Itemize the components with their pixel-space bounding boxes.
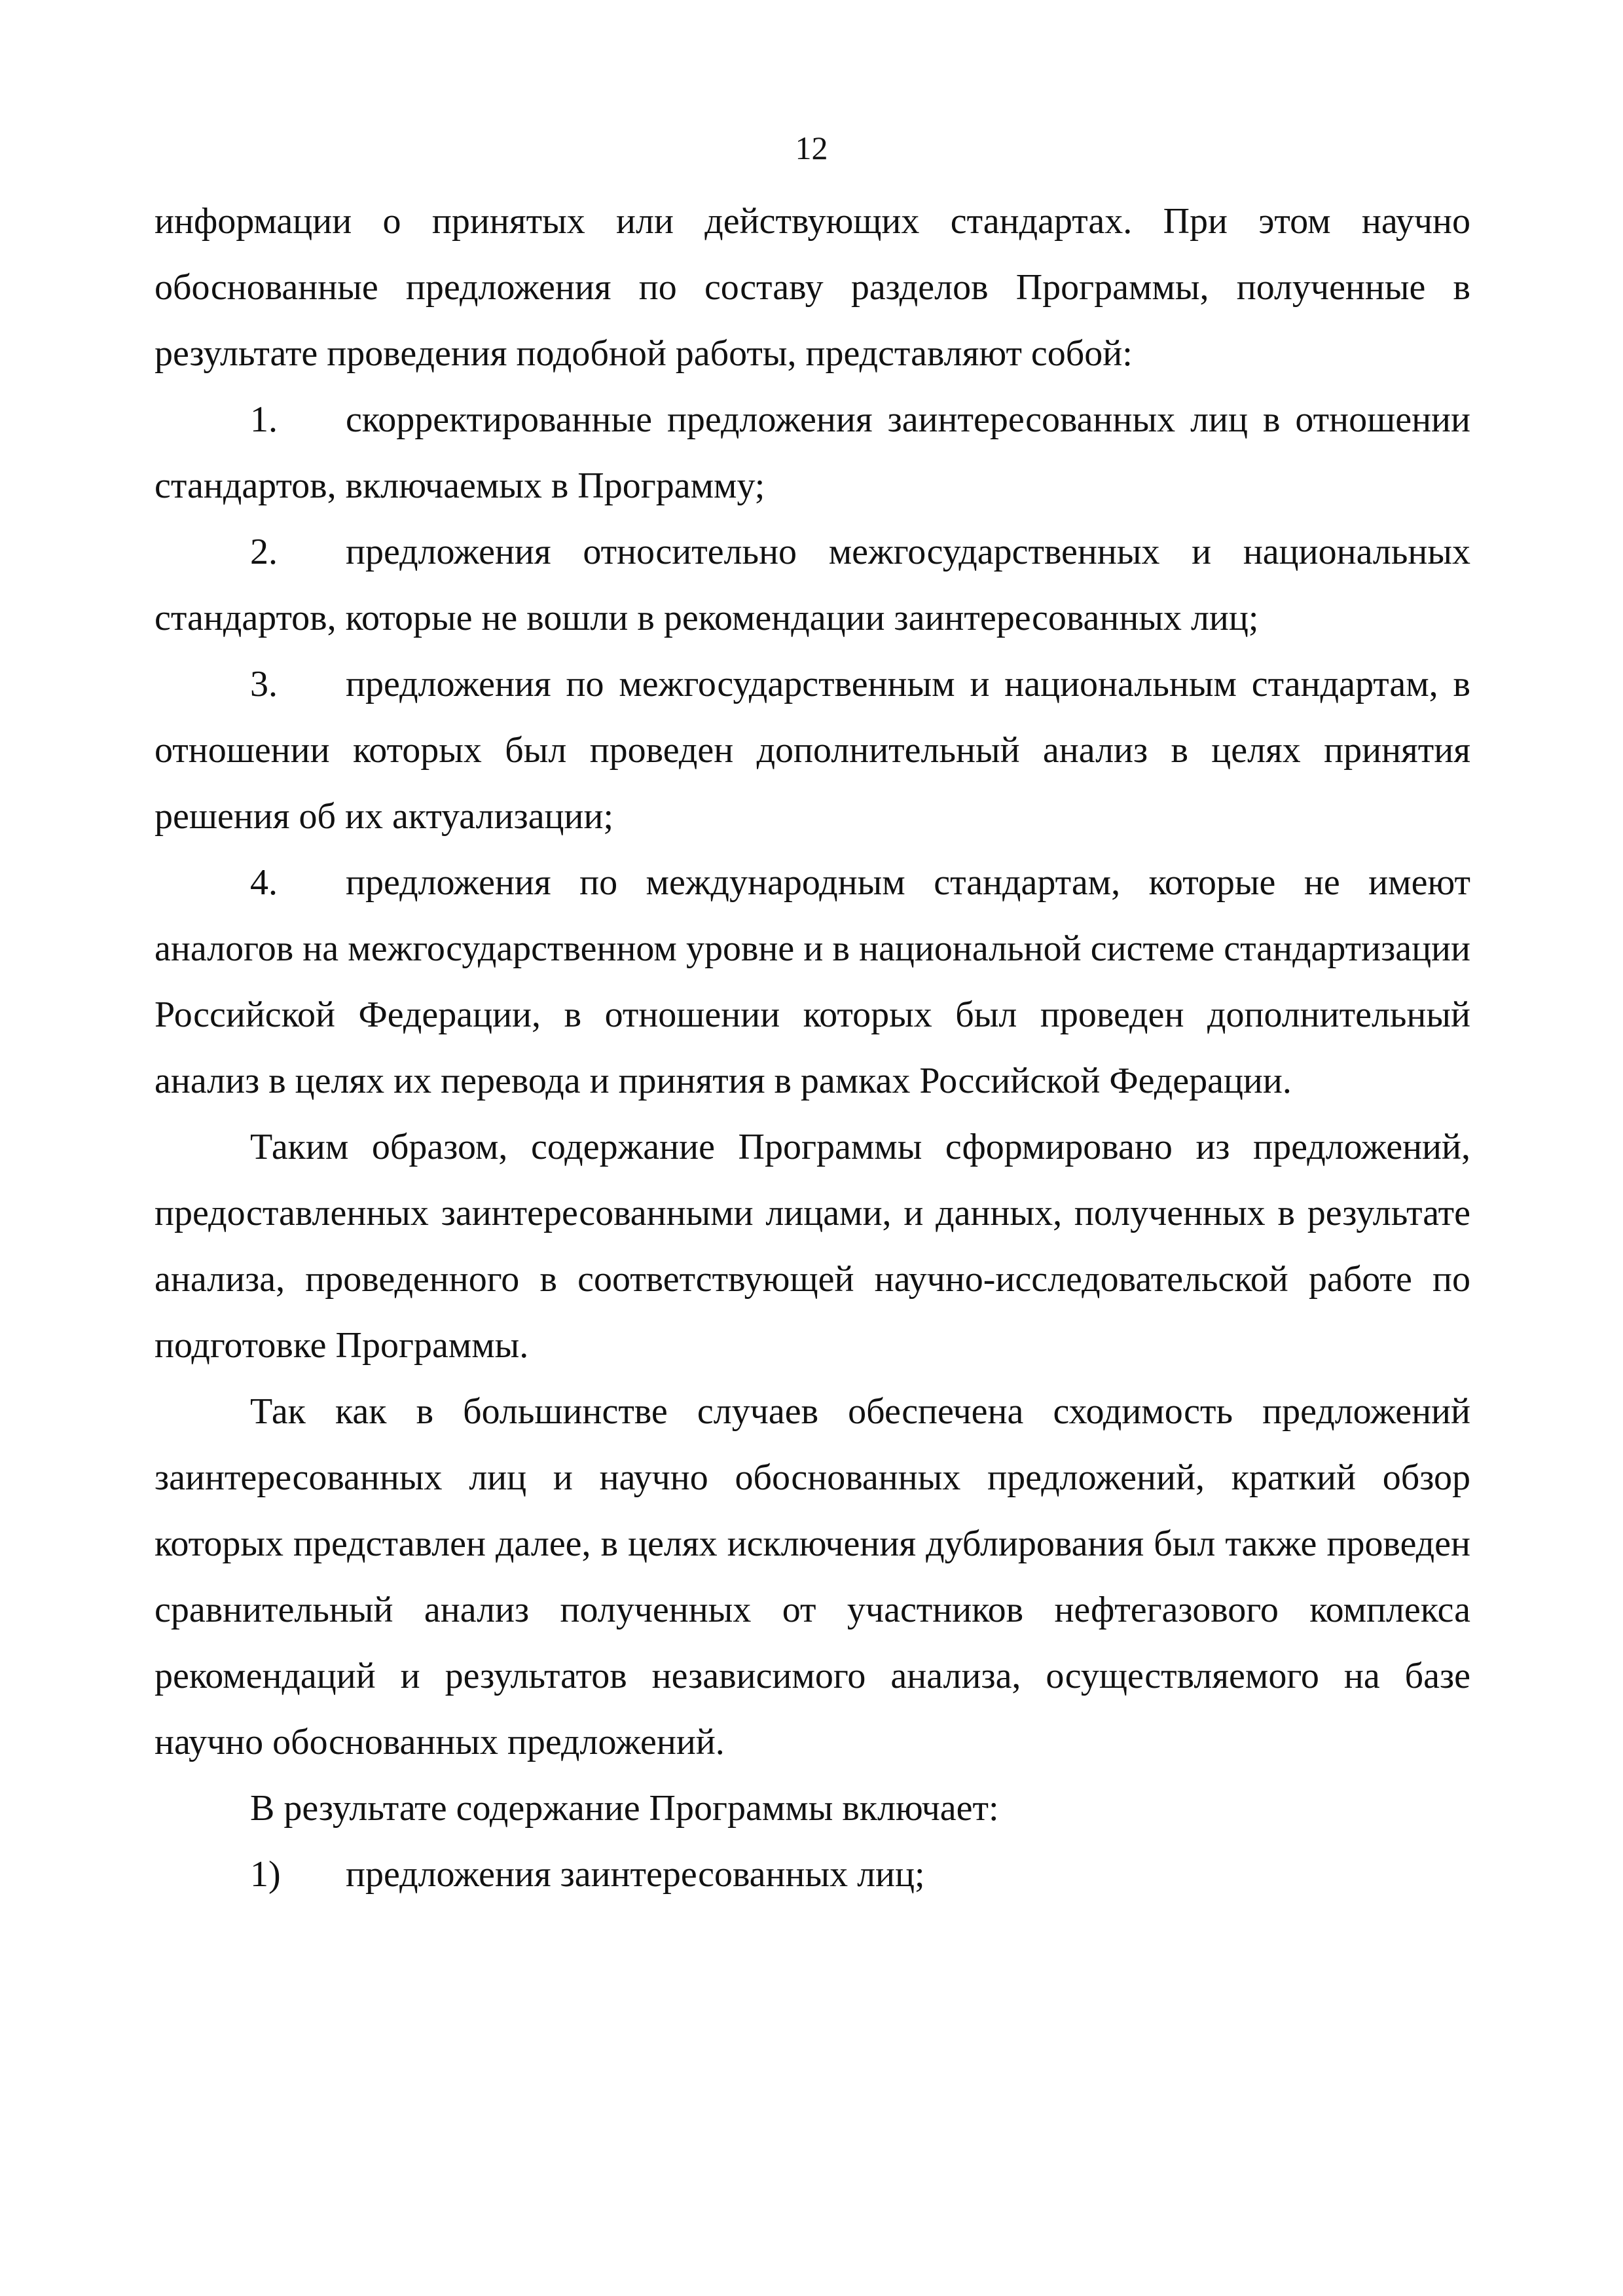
page-number: 12: [795, 130, 828, 166]
list-marker: 1): [250, 1854, 281, 1895]
list-item-text: предложения заинтересованных лиц;: [346, 1854, 925, 1895]
paragraph-3: Так как в большинстве случаев обеспечена сходимость предложений заинтересованных лиц и научно обоснованных предложений, краткий обзор которых представлен далее, в целях исключения дублирования был также проведен сравнительный анализ полученных от участников нефтегазового комплекса рекомендаций и результатов независимого анализа, осуществляемого на базе научно обоснованных предложений.: [155, 1391, 1470, 1762]
list-item-text: предложения по межгосударственным и национальным стандартам, в отношении которых был проведен дополнительный анализ в целях принятия решения об их актуализации;: [155, 664, 1470, 837]
numbered-item-3: [155, 651, 1470, 850]
list-item-text: предложения относительно межгосударственных и национальных стандартов, которые не вошли в рекомендации заинтересованных лиц;: [155, 532, 1470, 638]
paragraph-4: В результате содержание Программы включает:: [250, 1788, 999, 1829]
opening-paragraph: информации о принятых или действующих стандартах. При этом научно обоснованные предложения по составу разделов Программы, полученные в результате проведения подобной работы, представляют собой:: [155, 201, 1470, 374]
numbered-item-2: [155, 519, 1470, 651]
list-item-text: скорректированные предложения заинтересованных лиц в отношении стандартов, включаемых в Программу;: [155, 399, 1470, 506]
numbered-item-4: [155, 850, 1470, 1114]
numbered-item-1: [155, 387, 1470, 519]
list-marker: 1.: [250, 399, 278, 440]
document-body: [155, 189, 1470, 1908]
list-marker: 4.: [250, 862, 278, 903]
final-list-item: [155, 1842, 1470, 1908]
list-marker: 3.: [250, 664, 278, 704]
list-item-text: предложения по международным стандартам, которые не имеют аналогов на межгосударственном уровне и в национальной системе стандартизации Российской Федерации, в отношении которых был проведен дополнительный анализ в целях их перевода и принятия в рамках Российской Федерации.: [155, 862, 1470, 1101]
list-marker: 2.: [250, 532, 278, 572]
paragraph-2: Таким образом, содержание Программы сформировано из предложений, предоставленных заинтересованными лицами, и данных, полученных в результате анализа, проведенного в соответствующей научно-исследовательской работе по подготовке Программы.: [155, 1127, 1470, 1366]
